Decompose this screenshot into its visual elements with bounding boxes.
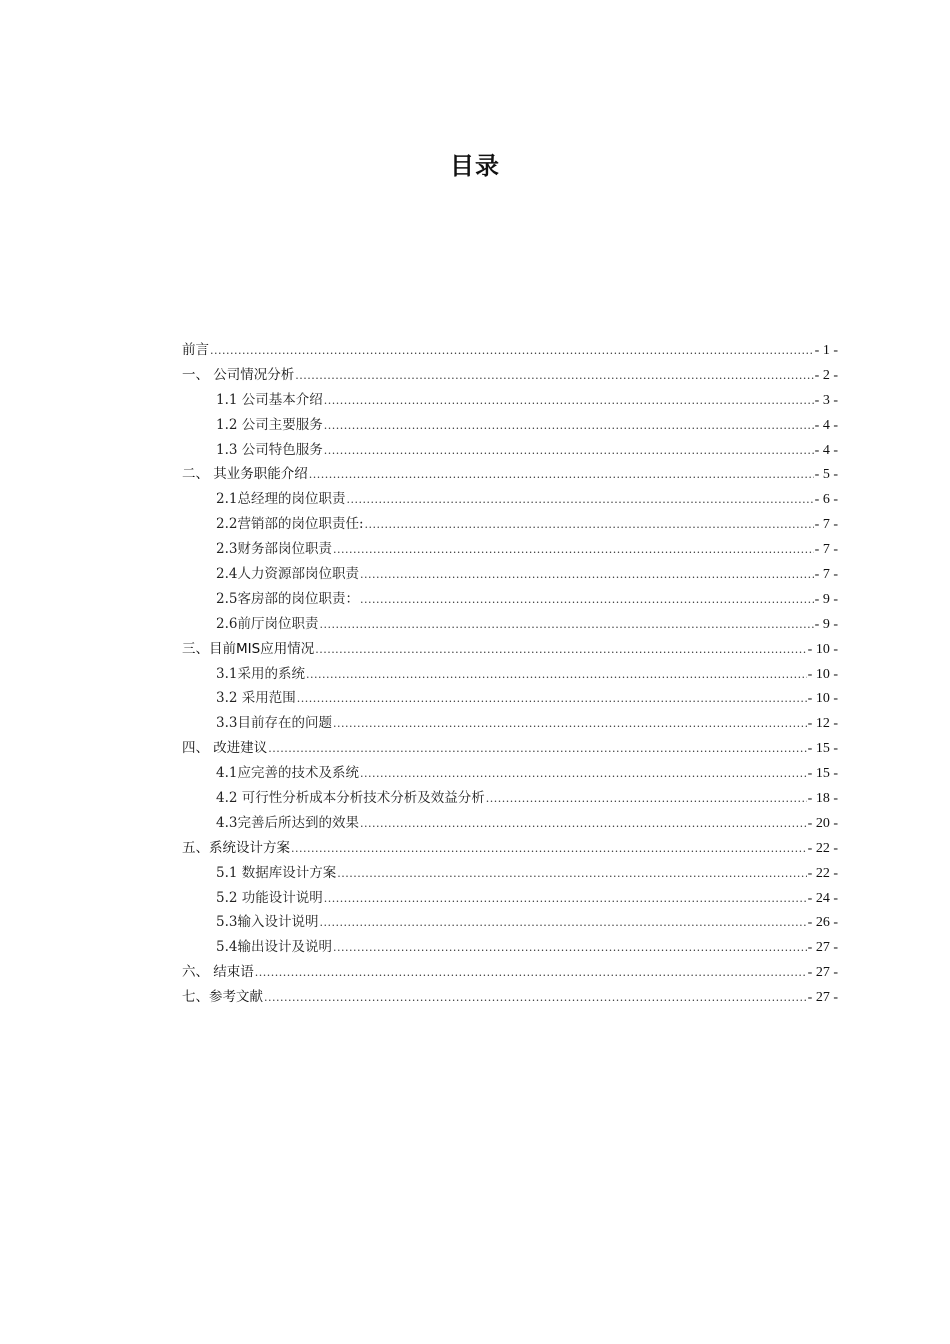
- toc-entry-chapter[interactable]: [182, 462, 838, 487]
- toc-entry-label: 六、 结束语: [182, 964, 254, 981]
- toc-entry-label: 4.1应完善的技术及系统: [216, 765, 359, 782]
- toc-entry-section[interactable]: [182, 935, 838, 960]
- toc-entry-section[interactable]: [182, 612, 838, 637]
- toc-entry-page-number: - 4 -: [814, 442, 838, 458]
- toc-entry-section[interactable]: [182, 910, 838, 935]
- toc-entry-label: 5.4输出设计及说明: [216, 939, 332, 956]
- toc-entry-label: 2.6前厅岗位职责: [216, 615, 319, 632]
- toc-entry-page-number: - 22 -: [807, 865, 838, 881]
- toc-entry-page-number: - 15 -: [807, 766, 838, 782]
- toc-entry-label: 三、目前MIS应用情况: [182, 640, 315, 657]
- toc-entry-section[interactable]: [182, 512, 838, 537]
- toc-dot-leader: [360, 817, 807, 830]
- toc-dot-leader: [324, 892, 807, 905]
- toc-entry-page-number: - 4 -: [814, 417, 838, 433]
- toc-entry-section[interactable]: [182, 786, 838, 811]
- toc-entry-page-number: - 3 -: [814, 392, 838, 408]
- toc-entry-label: 5.1 数据库设计方案: [216, 864, 337, 881]
- toc-entry-section[interactable]: [182, 761, 838, 786]
- toc-entry-section[interactable]: [182, 811, 838, 836]
- toc-entry-label: 2.5客房部的岗位职责：: [216, 590, 359, 607]
- toc-dot-leader: [333, 543, 814, 556]
- toc-dot-leader: [324, 394, 814, 407]
- toc-entry-section[interactable]: [182, 587, 838, 612]
- toc-dot-leader: [360, 593, 814, 606]
- toc-entry-page-number: - 15 -: [807, 741, 838, 757]
- toc-entry-label: 四、 改进建议: [182, 740, 268, 757]
- toc-entry-page-number: - 7 -: [814, 567, 838, 583]
- toc-entry-chapter[interactable]: [182, 985, 838, 1010]
- toc-entry-label: 2.3财务部岗位职责: [216, 541, 332, 558]
- toc-dot-leader: [365, 518, 814, 531]
- toc-entry-chapter[interactable]: [182, 960, 838, 985]
- toc-entry-page-number: - 22 -: [807, 840, 838, 856]
- toc-entry-label: 1.3 公司特色服务: [216, 441, 323, 458]
- toc-entry-label: 2.4人力资源部岗位职责: [216, 566, 359, 583]
- toc-entry-label: 4.2 可行性分析成本分析技术分析及效益分析: [216, 790, 485, 807]
- toc-entry-label: 五、系统设计方案: [182, 839, 290, 856]
- toc-dot-leader: [333, 941, 807, 954]
- toc-entry-chapter[interactable]: [182, 338, 838, 363]
- toc-entry-page-number: - 2 -: [814, 367, 838, 383]
- toc-dot-leader: [315, 643, 806, 656]
- toc-dot-leader: [295, 369, 813, 382]
- toc-entry-label: 1.1 公司基本介绍: [216, 391, 323, 408]
- toc-entry-page-number: - 27 -: [807, 990, 838, 1006]
- toc-entry-page-number: - 9 -: [814, 591, 838, 607]
- toc-dot-leader: [346, 493, 813, 506]
- toc-entry-page-number: - 27 -: [807, 965, 838, 981]
- toc-entry-page-number: - 12 -: [807, 716, 838, 732]
- toc-entry-page-number: - 7 -: [814, 542, 838, 558]
- toc-entry-section[interactable]: [182, 686, 838, 711]
- toc-entry-page-number: - 10 -: [807, 691, 838, 707]
- toc-entry-page-number: - 20 -: [807, 815, 838, 831]
- toc-entry-page-number: - 18 -: [807, 791, 838, 807]
- toc-entry-label: 2.2营销部的岗位职责任:: [216, 516, 364, 533]
- toc-entry-chapter[interactable]: [182, 836, 838, 861]
- toc-entry-label: 前言: [182, 342, 209, 358]
- toc-entry-label: 4.3完善后所达到的效果: [216, 814, 359, 831]
- toc-dot-leader: [319, 618, 813, 631]
- toc-dot-leader: [324, 444, 814, 457]
- toc-entry-section[interactable]: [182, 388, 838, 413]
- toc-entry-label: 二、 其业务职能介绍: [182, 466, 308, 483]
- toc-entry-section[interactable]: [182, 886, 838, 911]
- toc-entry-label: 2.1总经理的岗位职责: [216, 491, 346, 508]
- toc-entry-section[interactable]: [182, 562, 838, 587]
- toc-dot-leader: [210, 344, 814, 357]
- toc-entry-label: 1.2 公司主要服务: [216, 416, 323, 433]
- toc-dot-leader: [324, 419, 814, 432]
- toc-dot-leader: [264, 991, 807, 1004]
- toc-entry-page-number: - 7 -: [814, 517, 838, 533]
- page-title: 目录: [450, 152, 500, 180]
- toc-dot-leader: [360, 568, 814, 581]
- toc-entry-label: 3.3目前存在的问题: [216, 715, 332, 732]
- table-of-contents: [182, 338, 838, 1010]
- toc-entry-chapter[interactable]: [182, 736, 838, 761]
- toc-entry-chapter[interactable]: [182, 637, 838, 662]
- toc-entry-label: 七、参考文献: [182, 989, 263, 1006]
- toc-dot-leader: [309, 468, 814, 481]
- toc-dot-leader: [297, 692, 807, 705]
- toc-entry-section[interactable]: [182, 662, 838, 687]
- toc-dot-leader: [486, 792, 807, 805]
- toc-entry-label: 5.2 功能设计说明: [216, 889, 323, 906]
- toc-entry-page-number: - 10 -: [807, 641, 838, 657]
- toc-entry-section[interactable]: [182, 711, 838, 736]
- toc-entry-section[interactable]: [182, 487, 838, 512]
- toc-entry-section[interactable]: [182, 413, 838, 438]
- toc-entry-page-number: - 10 -: [807, 666, 838, 682]
- toc-entry-label: 3.1采用的系统: [216, 665, 305, 682]
- toc-entry-page-number: - 9 -: [814, 616, 838, 632]
- toc-dot-leader: [360, 767, 807, 780]
- toc-entry-page-number: - 26 -: [807, 915, 838, 931]
- toc-entry-page-number: - 27 -: [807, 940, 838, 956]
- toc-entry-page-number: - 1 -: [814, 343, 838, 358]
- toc-entry-section[interactable]: [182, 438, 838, 463]
- toc-entry-chapter[interactable]: [182, 363, 838, 388]
- toc-entry-label: 5.3输入设计说明: [216, 914, 319, 931]
- toc-entry-section[interactable]: [182, 861, 838, 886]
- toc-entry-label: 3.2 采用范围: [216, 690, 296, 707]
- toc-dot-leader: [268, 742, 806, 755]
- toc-dot-leader: [319, 916, 806, 929]
- toc-dot-leader: [337, 867, 806, 880]
- toc-entry-section[interactable]: [182, 537, 838, 562]
- toc-dot-leader: [333, 717, 807, 730]
- toc-dot-leader: [306, 668, 807, 681]
- toc-entry-label: 一、 公司情况分析: [182, 366, 295, 383]
- toc-entry-page-number: - 24 -: [807, 890, 838, 906]
- toc-dot-leader: [255, 966, 807, 979]
- toc-dot-leader: [291, 842, 807, 855]
- toc-entry-page-number: - 6 -: [814, 492, 838, 508]
- toc-entry-page-number: - 5 -: [814, 467, 838, 483]
